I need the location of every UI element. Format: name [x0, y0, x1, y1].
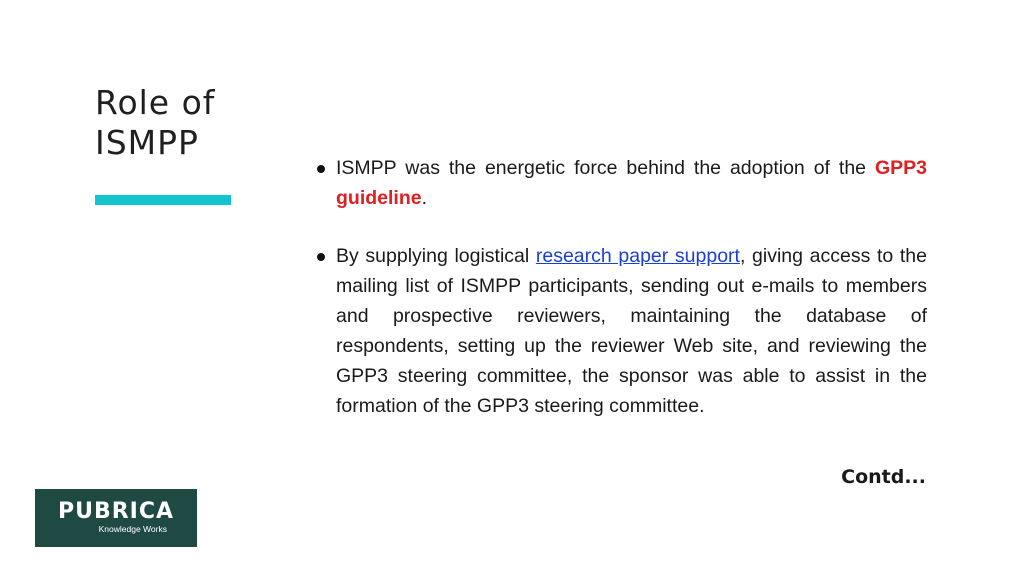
- bullet-2-text: By supplying logistical: [336, 245, 536, 267]
- title-accent-bar: [95, 195, 231, 205]
- pubrica-logo: [35, 489, 197, 547]
- slide-title-line-2: ISMPP: [95, 123, 199, 162]
- logo-tagline: Knowledge Works: [98, 524, 167, 534]
- bullet-list: [312, 153, 927, 421]
- contd-label: Contd...: [841, 466, 926, 488]
- bullet-1-text: ISMPP was the energetic force behind the adoption of the: [336, 157, 875, 179]
- gpp3-guideline-highlight: GPP3 guideline: [336, 157, 927, 209]
- bullet-1-text-end: .: [421, 187, 428, 209]
- research-paper-support-link[interactable]: research paper support: [535, 245, 740, 267]
- bullet-item-1: [312, 153, 927, 213]
- bullet-dot-icon: [317, 253, 325, 261]
- bullet-2-text-end: , giving access to the mailing list of ISMPP participants, sending out e-mails to members and prospective reviewers, maintaining the database of respondents, setting up the reviewer Web site, and reviewing the GPP3 steering committee, the sponsor was able to assist in the formation of the GPP3 steering committee.: [336, 245, 927, 417]
- logo-name: PUBRICA: [57, 499, 175, 524]
- slide-title-line-1: Role of: [95, 83, 216, 122]
- bullet-item-2: [312, 241, 927, 421]
- slide-title: [95, 83, 215, 163]
- bullet-dot-icon: [317, 165, 325, 173]
